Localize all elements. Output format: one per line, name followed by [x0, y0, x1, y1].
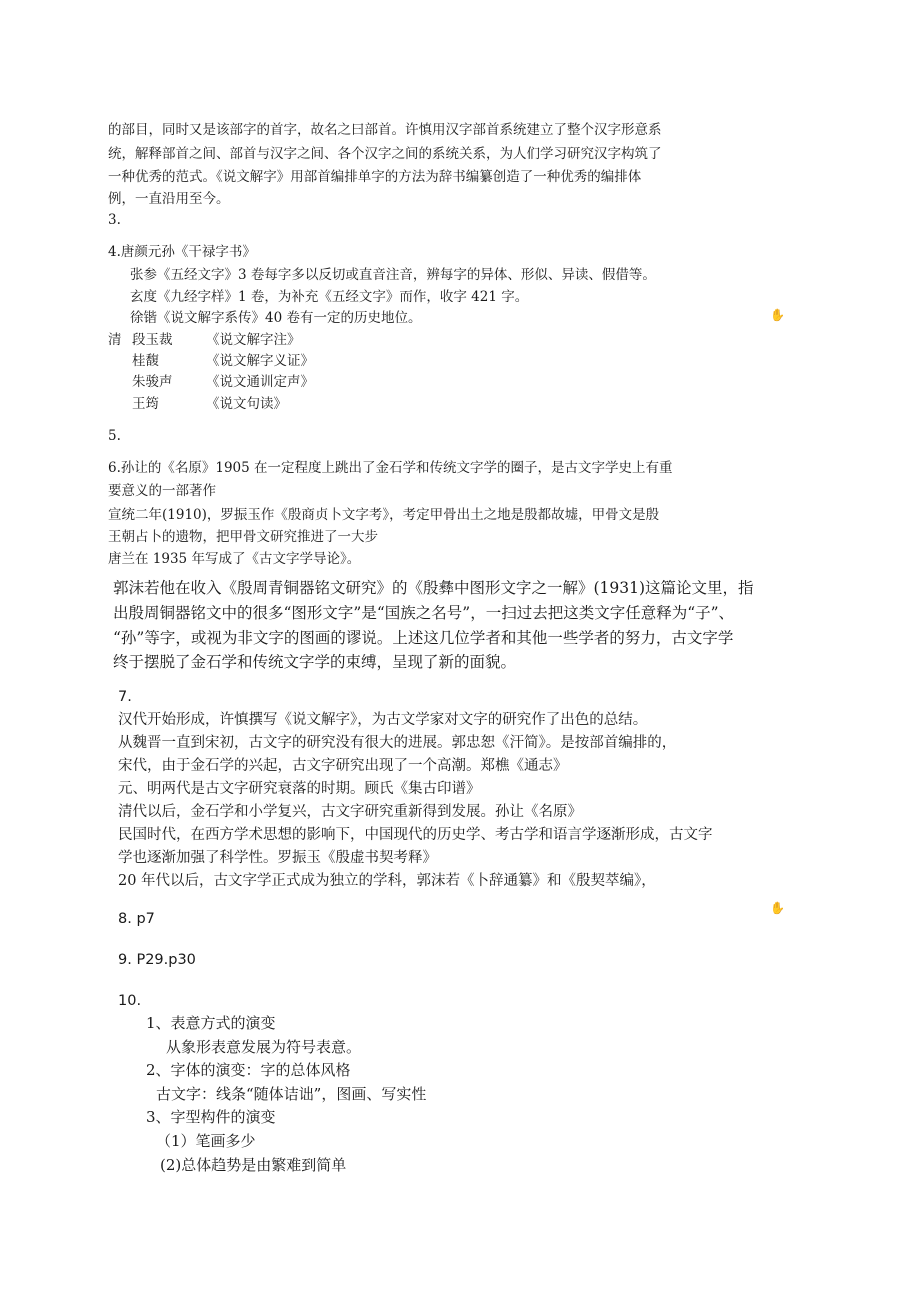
- guo-line-4: 终于摆脱了金石学和传统文字学的束缚，呈现了新的面貌。: [113, 653, 517, 671]
- item6-line-5: 唐兰在 1935 年写成了《古文字学导论》。: [108, 551, 361, 567]
- item4-title: 4.唐颜元孙《干禄字书》: [108, 244, 256, 260]
- item10-heading-1-body: 从象形表意发展为符号表意。: [166, 1038, 362, 1056]
- item7-line-8: 20 年代以后，古文字学正式成为独立的学科，郭沫若《卜辞通纂》和《殷契萃编》，: [118, 873, 656, 889]
- scholar-name: 段玉裁: [132, 332, 173, 348]
- item8-text: 8. p7: [118, 911, 155, 927]
- item10-number: 10.: [118, 993, 142, 1009]
- item10-heading-3-a: （1）笔画多少: [156, 1132, 256, 1150]
- item7-line-2: 从魏晋一直到宋初，古文字的研究没有很大的进展。郭忠恕《汗简》。是按部首编排的，: [118, 735, 677, 751]
- item7-line-7: 学也逐渐加强了科学性。罗振玉《殷虚书契考释》: [118, 850, 437, 866]
- cursor-hand-icon: ✋: [770, 308, 785, 322]
- qing-scholar-row-3: [108, 376, 314, 390]
- qing-scholar-row-4: [108, 398, 287, 412]
- item6-line-2: 要意义的一部著作: [108, 483, 216, 499]
- scholar-name: 桂馥: [132, 353, 159, 369]
- item6-line-1: 6.孙让的《名原》1905 在一定程度上跳出了金石学和传统文字学的圈子，是古文字学史上有重: [108, 460, 673, 476]
- item10-heading-3: 3、字型构件的演变: [146, 1108, 276, 1126]
- item4-line-3: 徐锴《说文解字系传》40 卷有一定的历史地位。: [130, 310, 422, 326]
- item10-heading-2-body: 古文字：线条“随体诘诎”，图画、写实性: [156, 1085, 427, 1103]
- scholar-name: 朱骏声: [132, 374, 173, 390]
- scholar-name: 王筠: [132, 396, 159, 412]
- item7-line-6: 民国时代，在西方学术思想的影响下，中国现代的历史学、考古学和语言学逐渐形成，古文字: [118, 827, 713, 843]
- item7-number: 7.: [118, 689, 132, 705]
- item10-heading-3-b: (2)总体趋势是由繁难到简单: [160, 1156, 347, 1174]
- item7-line-3: 宋代，由于金石学的兴起，古文字研究出现了一个高潮。郑樵《通志》: [118, 758, 568, 774]
- item4-line-1: 张参《五经文字》3 卷每字多以反切或直音注音，辨每字的异体、形似、异读、假借等。: [130, 267, 656, 283]
- scholar-work: 《说文通训定声》: [206, 374, 314, 390]
- scholar-work: 《说文解字义证》: [206, 353, 314, 369]
- bushou-line-4: 例，一直沿用至今。: [108, 191, 230, 207]
- item3-number: 3.: [108, 212, 121, 228]
- item6-line-4: 王朝占卜的遗物，把甲骨文研究推进了一大步: [108, 529, 378, 545]
- item7-line-4: 元、明两代是古文字研究衰落的时期。顾氏《集古印谱》: [118, 781, 481, 797]
- guo-line-3: “孙”等字，或视为非文字的图画的谬说。上述这几位学者和其他一些学者的努力，古文字学: [113, 629, 734, 647]
- qing-label: 清: [108, 332, 122, 348]
- item6-line-3: 宣统二年(1910)，罗振玉作《殷商贞卜文字考》，考定甲骨出土之地是殷都故墟，甲骨文是殷: [108, 507, 660, 523]
- item7-line-5: 清代以后，金石学和小学复兴，古文字研究重新得到发展。孙让《名原》: [118, 804, 582, 820]
- item7-line-1: 汉代开始形成，许慎撰写《说文解字》，为古文学家对文字的研究作了出色的总结。: [118, 712, 648, 728]
- guo-line-1: 郭沫若他在收入《殷周青铜器铭文研究》的《殷彝中图形文字之一解》(1931)这篇论文里，指: [113, 579, 754, 597]
- item9-text: 9. P29.p30: [118, 952, 196, 968]
- cursor-hand-icon: ✋: [770, 901, 785, 915]
- guo-line-2: 出殷周铜器铭文中的很多“图形文字”是“国族之名号”，一扫过去把这类文字任意释为“子”、: [113, 604, 735, 622]
- item4-line-2: 玄度《九经字样》1 卷，为补充《五经文字》而作，收字 421 字。: [130, 289, 529, 305]
- item5-number: 5.: [108, 428, 121, 444]
- scholar-work: 《说文解字注》: [206, 332, 301, 348]
- qing-scholar-row-2: [108, 355, 314, 369]
- qing-scholar-row-1: [108, 334, 301, 348]
- bushou-line-1: 的部目，同时又是该部字的首字，故名之曰部首。许慎用汉字部首系统建立了整个汉字形意系: [108, 122, 662, 138]
- bushou-line-3: 一种优秀的范式。《说文解字》用部首编排单字的方法为辞书编纂创造了一种优秀的编排体: [108, 169, 642, 185]
- item10-heading-2: 2、字体的演变：字的总体风格: [146, 1061, 351, 1079]
- item10-heading-1: 1、表意方式的演变: [146, 1014, 276, 1032]
- bushou-line-2: 统，解释部首之间、部首与汉字之间、各个汉字之间的系统关系，为人们学习研究汉字构筑了: [108, 146, 662, 162]
- scholar-work: 《说文句读》: [206, 396, 287, 412]
